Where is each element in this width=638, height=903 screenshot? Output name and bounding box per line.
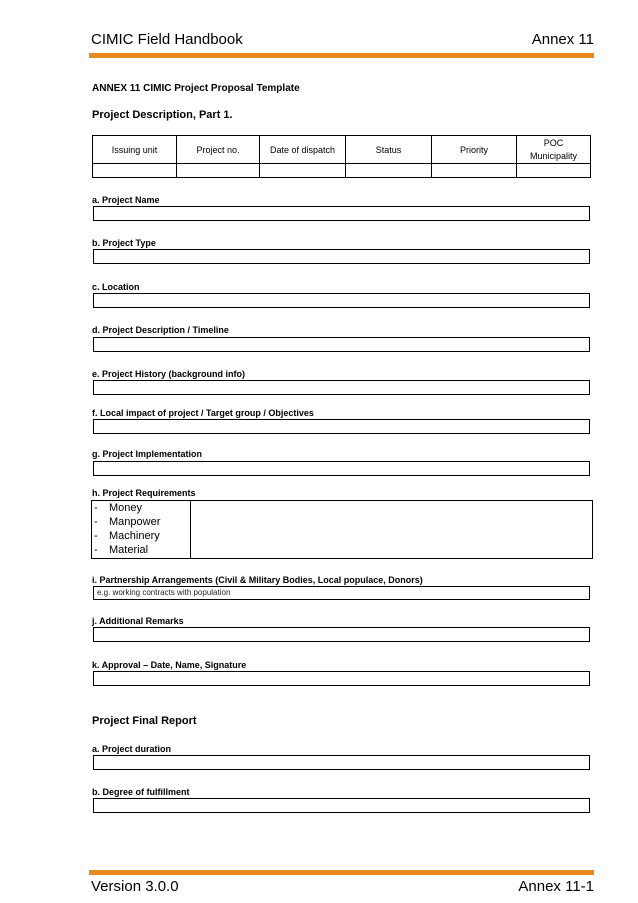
annex-title: ANNEX 11 CIMIC Project Proposal Template	[92, 83, 300, 94]
footer-version: Version 3.0.0	[91, 878, 179, 895]
label-additional-remarks: j. Additional Remarks	[92, 616, 184, 626]
field-local-impact[interactable]	[93, 419, 590, 434]
final-report-title: Project Final Report	[92, 715, 197, 727]
field-project-duration[interactable]	[93, 755, 590, 770]
label-project-requirements: h. Project Requirements	[92, 488, 196, 498]
requirements-list	[92, 501, 191, 558]
field-project-history[interactable]	[93, 380, 590, 395]
field-degree-fulfillment[interactable]	[93, 798, 590, 813]
cell-issuing-unit[interactable]	[93, 164, 177, 178]
field-project-name[interactable]	[93, 206, 590, 221]
label-project-description: d. Project Description / Timeline	[92, 325, 229, 335]
partnership-example: e.g. working contracts with population	[97, 588, 231, 597]
field-additional-remarks[interactable]	[93, 627, 590, 642]
col-priority: Priority	[432, 136, 517, 164]
label-project-implementation: g. Project Implementation	[92, 449, 203, 459]
col-status: Status	[346, 136, 432, 164]
table-input-row	[93, 164, 591, 178]
poc-line2: Municipality	[529, 150, 578, 161]
part1-title: Project Description, Part 1.	[92, 109, 233, 121]
label-project-history: e. Project History (background info)	[92, 369, 246, 379]
label-approval: k. Approval – Date, Name, Signature	[92, 660, 247, 670]
label-location: c. Location	[92, 282, 140, 292]
header-rule	[89, 53, 594, 58]
col-issuing-unit: Issuing unit	[93, 136, 177, 164]
field-project-description[interactable]	[93, 337, 590, 352]
label-project-name: a. Project Name	[92, 195, 160, 205]
footer-page: Annex 11-1	[518, 878, 594, 895]
cell-poc-municipality[interactable]	[517, 164, 591, 178]
footer-rule	[89, 870, 594, 875]
field-partnership[interactable]	[93, 586, 590, 600]
field-project-requirements	[91, 500, 593, 559]
label-project-duration: a. Project duration	[92, 744, 172, 754]
requirements-details-field[interactable]	[191, 501, 592, 558]
requirement-manpower: - Manpower	[94, 516, 161, 528]
field-project-implementation[interactable]	[93, 461, 590, 476]
field-approval[interactable]	[93, 671, 590, 686]
requirement-material: - Material	[94, 544, 149, 556]
header-title: CIMIC Field Handbook	[91, 31, 243, 48]
requirement-machinery: - Machinery	[94, 530, 160, 542]
field-location[interactable]	[93, 293, 590, 308]
col-project-no: Project no.	[177, 136, 260, 164]
cell-project-no[interactable]	[177, 164, 260, 178]
field-project-type[interactable]	[93, 249, 590, 264]
cell-priority[interactable]	[432, 164, 517, 178]
label-local-impact: f. Local impact of project / Target group / Objectives	[92, 408, 314, 418]
cell-status[interactable]	[346, 164, 432, 178]
table-header-row	[93, 136, 591, 164]
label-project-type: b. Project Type	[92, 238, 156, 248]
requirement-money: - Money	[94, 502, 143, 514]
poc-line1: POC	[543, 137, 564, 148]
project-info-table	[92, 135, 591, 178]
header-annex: Annex 11	[531, 31, 594, 48]
col-date-dispatch: Date of dispatch	[260, 136, 346, 164]
label-partnership: i. Partnership Arrangements (Civil & Military Bodies, Local populace, Donors)	[92, 575, 423, 585]
label-degree-fulfillment: b. Degree of fulfillment	[92, 787, 190, 797]
col-poc-municipality	[517, 136, 591, 164]
cell-date-dispatch[interactable]	[260, 164, 346, 178]
